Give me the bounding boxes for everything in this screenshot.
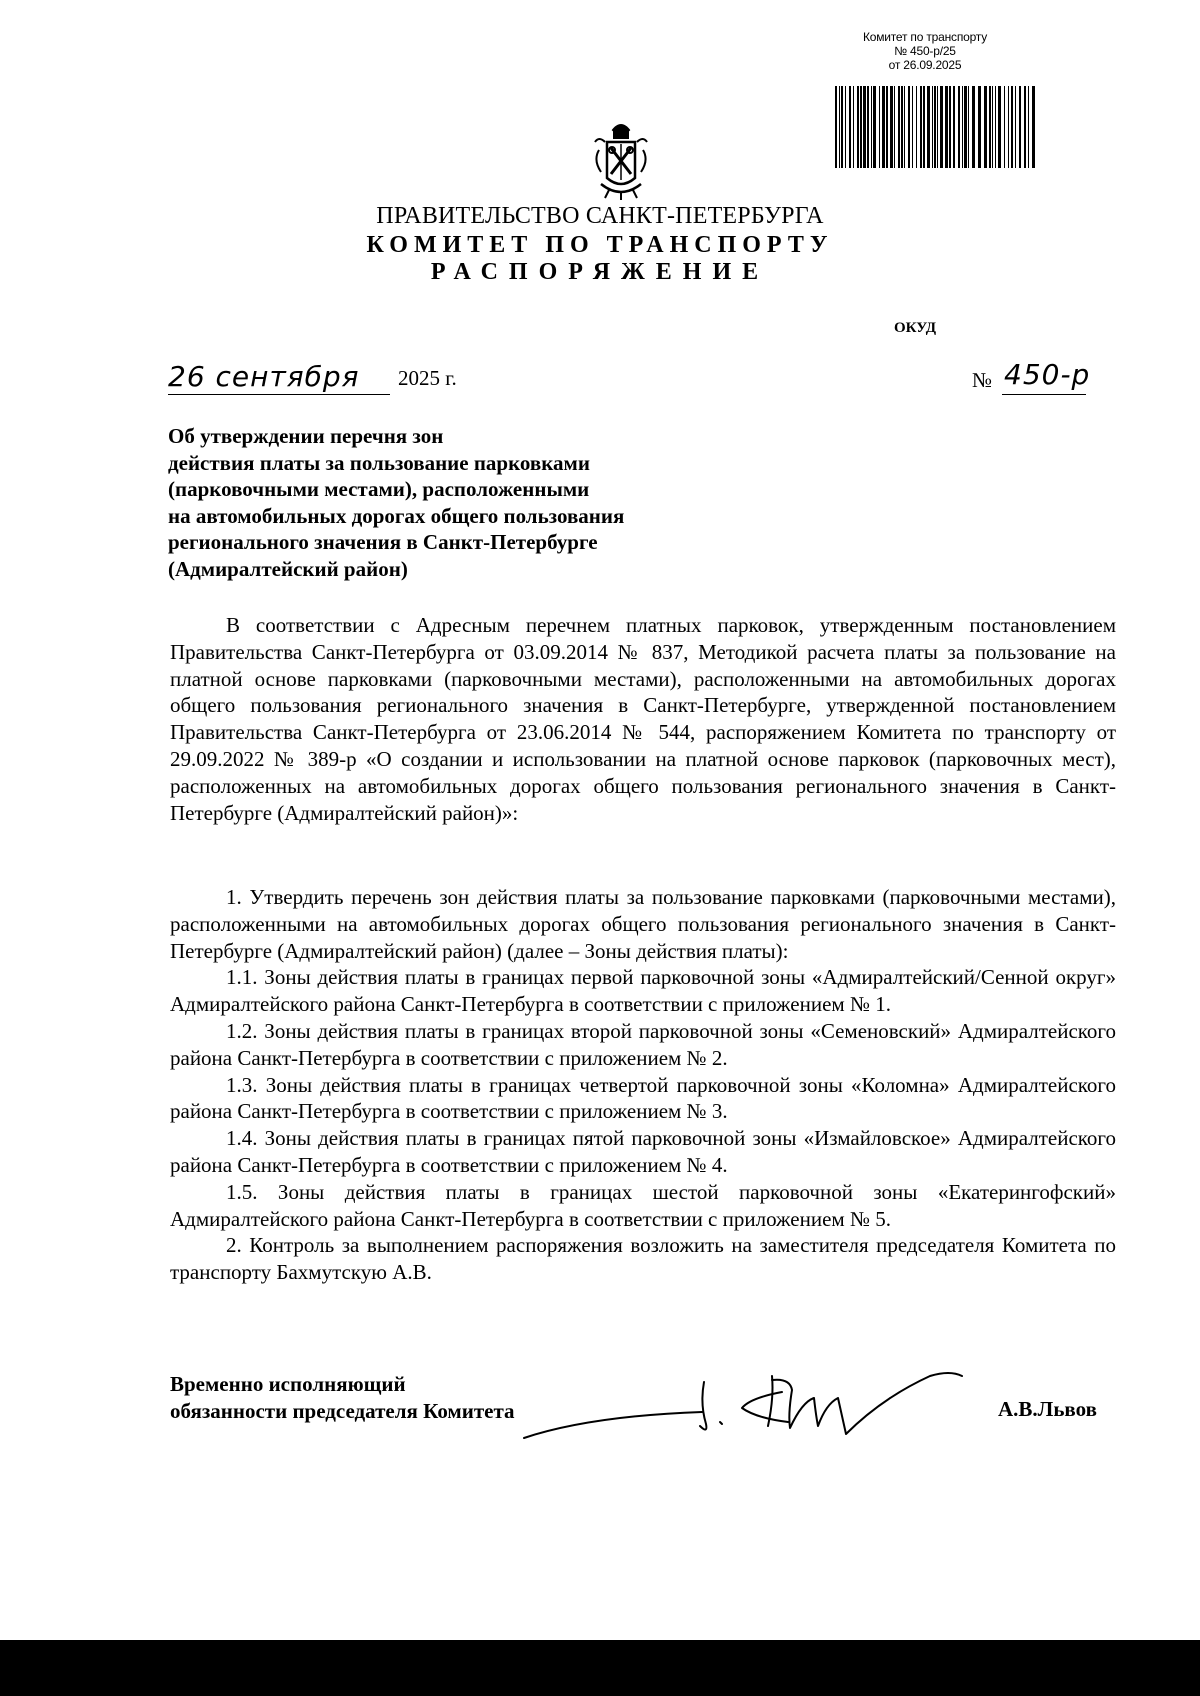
order-item-1-1: 1.1. Зоны действия платы в границах первой парковочной зоны «Адмиралтейский/Сенной округ» Адмиралтейского района Санкт-Петербурга в соответствии с приложением № 1.	[170, 965, 1116, 1017]
barcode-bar	[853, 86, 854, 168]
barcode-bar	[882, 86, 885, 168]
barcode-bar	[879, 86, 880, 168]
signatory-name: А.В.Львов	[998, 1397, 1097, 1421]
barcode-bar	[1024, 86, 1026, 168]
barcode-bar	[890, 86, 893, 168]
okud-label: ОКУД	[894, 320, 937, 336]
registration-stamp	[820, 30, 1030, 72]
barcode-bar	[1028, 86, 1029, 168]
barcode-bar	[1008, 86, 1009, 168]
barcode-bar	[860, 86, 862, 168]
title-line: действия платы за пользование парковками	[168, 450, 590, 475]
barcode-bar	[934, 86, 936, 168]
barcode-bar	[923, 86, 925, 168]
handwritten-number: 450-р	[1004, 358, 1091, 391]
barcode-bar	[940, 86, 943, 168]
barcode-bar	[1004, 86, 1005, 168]
title-line: (Адмиралтейский район)	[168, 556, 408, 581]
barcode-bar	[945, 86, 948, 168]
signatory-title-line-2: обязанности председателя Комитета	[170, 1399, 515, 1423]
barcode-bar	[857, 86, 859, 168]
barcode-bar	[916, 86, 917, 168]
barcode-bar	[958, 86, 960, 168]
number-underline	[1002, 394, 1086, 395]
barcode-bar	[949, 86, 951, 168]
scan-border	[0, 1640, 1200, 1696]
barcode-bar	[1019, 86, 1021, 168]
title-line: на автомобильных дорогах общего пользования	[168, 503, 625, 528]
date-year: 2025 г.	[398, 366, 457, 390]
stamp-line-1: Комитет по транспорту	[862, 30, 988, 44]
barcode-bar	[937, 86, 938, 168]
handwritten-signature	[520, 1368, 1020, 1446]
barcode-bar	[1015, 86, 1016, 168]
barcode-bar	[927, 86, 930, 168]
title-line: Об утверждении перечня зон	[168, 424, 444, 448]
order-item-1-2: 1.2. Зоны действия платы в границах второй парковочной зоны «Семеновский» Адмиралтейского района Санкт-Петербурга в соответствии с приложением № 2.	[170, 1018, 1116, 1070]
barcode-bar	[863, 86, 866, 168]
barcode-bar	[898, 86, 900, 168]
barcode-bar	[894, 86, 895, 168]
handwritten-date: 26 сентября	[168, 360, 360, 393]
stamp-line-2: № 450-р/25	[894, 44, 956, 58]
barcode-bar	[932, 86, 933, 168]
barcode-bar	[998, 86, 1001, 168]
signatory-title-line-1: Временно исполняющий	[170, 1372, 406, 1396]
barcode-bar	[978, 86, 981, 168]
barcode-bar	[964, 86, 967, 168]
barcode-bar	[873, 86, 876, 168]
stamp-line-3: от 26.09.2025	[888, 58, 962, 72]
barcode-bar	[972, 86, 975, 168]
barcode-bar	[839, 86, 840, 168]
order-item-1-3: 1.3. Зоны действия платы в границах четвертой парковочной зоны «Коломна» Адмиралтейского района Санкт-Петербурга в соответствии с приложением № 3.	[170, 1072, 1116, 1124]
order-items	[170, 884, 1116, 1286]
barcode-icon	[833, 86, 1039, 168]
order-item-1-5: 1.5. Зоны действия платы в границах шестой парковочной зоны «Екатерингофский» Адмиралтейского района Санкт-Петербурга в соответствии с приложением № 5.	[170, 1179, 1116, 1231]
coat-of-arms-icon	[591, 120, 651, 202]
barcode-bar	[984, 86, 987, 168]
barcode-bar	[989, 86, 991, 168]
document-type-heading: РАСПОРЯЖЕНИЕ	[430, 259, 770, 285]
barcode-bar	[908, 86, 910, 168]
barcode-bar	[992, 86, 993, 168]
barcode-bar	[1011, 86, 1013, 168]
barcode-bar	[1032, 86, 1035, 168]
order-item-2: 2. Контроль за выполнением распоряжения возложить на заместителя председателя Комитета по транспорту Бахмутскую А.В.	[170, 1233, 1116, 1285]
barcode-bar	[968, 86, 969, 168]
document-title	[168, 423, 768, 582]
date-underline	[168, 394, 390, 395]
barcode-bar	[867, 86, 869, 168]
signatory-title	[170, 1371, 515, 1425]
barcode-bar	[886, 86, 888, 168]
government-heading: ПРАВИТЕЛЬСТВО САНКТ-ПЕТЕРБУРГА	[376, 203, 824, 229]
barcode-bar	[962, 86, 963, 168]
order-item-1: 1. Утвердить перечень зон действия платы за пользование парковками (парковочными местами), расположенными на автомобильных дорогах общего пользования регионального значения в Санкт-Петербурге (Адмиралтейский район) (далее – Зоны действия платы):	[170, 885, 1116, 963]
barcode-bar	[845, 86, 846, 168]
order-item-1-4: 1.4. Зоны действия платы в границах пятой парковочной зоны «Измайловское» Адмиралтейского района Санкт-Петербурга в соответствии с приложением № 4.	[170, 1126, 1116, 1177]
barcode-bar	[953, 86, 955, 168]
barcode-bar	[904, 86, 905, 168]
barcode-bar	[920, 86, 922, 168]
barcode-bar	[871, 86, 872, 168]
barcode-bar	[901, 86, 903, 168]
number-sign: №	[972, 368, 993, 392]
committee-heading: КОМИТЕТ ПО ТРАНСПОРТУ	[366, 232, 834, 258]
barcode-bar	[835, 86, 837, 168]
document-number	[972, 356, 1112, 396]
barcode-bar	[849, 86, 851, 168]
title-line: (парковочными местами), расположенными	[168, 477, 590, 501]
preamble-paragraph: В соответствии с Адресным перечнем платных парковок, утвержденным постановлением Правительства Санкт-Петербурга от 03.09.2014 № 837, Методикой расчета платы за пользование на платной основе парковками (парковочными местами), расположенными на автомобильных дорогах общего пользования регионального значения в Санкт-Петербурге, утвержденной постановлением Правительства Санкт-Петербурга от 23.06.2014 № 544, распоряжением Комитета по транспорту от 29.09.2022 № 389-р «О создании и использовании на платной основе парковок (парковочных мест), расположенных на автомобильных дорогах общего пользования регионального значения в Санкт-Петербурге (Адмиралтейский район)»:	[170, 613, 1116, 825]
title-line: регионального значения в Санкт-Петербурге	[168, 530, 598, 554]
barcode-bar	[912, 86, 913, 168]
barcode-bar	[995, 86, 996, 168]
barcode-bar	[841, 86, 843, 168]
